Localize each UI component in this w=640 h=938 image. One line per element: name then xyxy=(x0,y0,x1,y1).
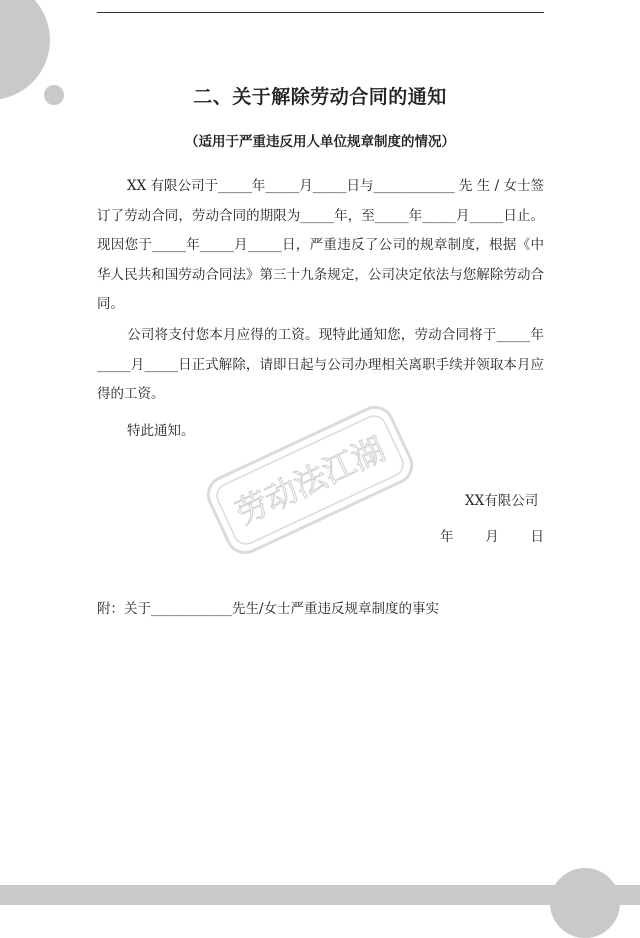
document-subtitle: （适用于严重违反用人单位规章制度的情况） xyxy=(185,134,455,150)
signature-date xyxy=(440,525,544,545)
footer-decorative-circle xyxy=(550,868,620,938)
paragraph-2-text: 公司将支付您本月应得的工资。现特此通知您，劳动合同将于_____年_____月_____日正式解除，请即日起与公司办理相关离职手续并领取本月应得的工资。 xyxy=(97,327,544,402)
footer-bar xyxy=(0,885,640,905)
signature-company: XX有限公司 xyxy=(465,493,539,509)
date-year-label: 年 xyxy=(440,529,454,545)
annex-line: 附：关于____________先生/女士严重违反规章制度的事实 xyxy=(97,601,440,617)
date-day-label: 日 xyxy=(530,529,544,545)
watermark-text: 劳动法江湖 xyxy=(229,429,391,532)
paragraph-1-text: XX 有限公司于_____年_____月_____日与____________ 先 生 / 女士签订了劳动合同，劳动合同的期限为_____年，至_____年_____月_____日止。现因您于_____年_____月_____日，严重违反了公司的规章制度，根据《中华人民共和国劳动合同法》第三十九条规定，公司决定依法与您解除劳动合同。 xyxy=(97,178,544,312)
watermark-stamp xyxy=(190,380,430,580)
top-rule xyxy=(97,12,544,13)
document-title: 二、关于解除劳动合同的通知 xyxy=(193,86,447,108)
date-month-label: 月 xyxy=(485,529,499,545)
paragraph-3-text: 特此通知。 xyxy=(127,423,195,439)
body-paragraph-1 xyxy=(97,172,544,320)
